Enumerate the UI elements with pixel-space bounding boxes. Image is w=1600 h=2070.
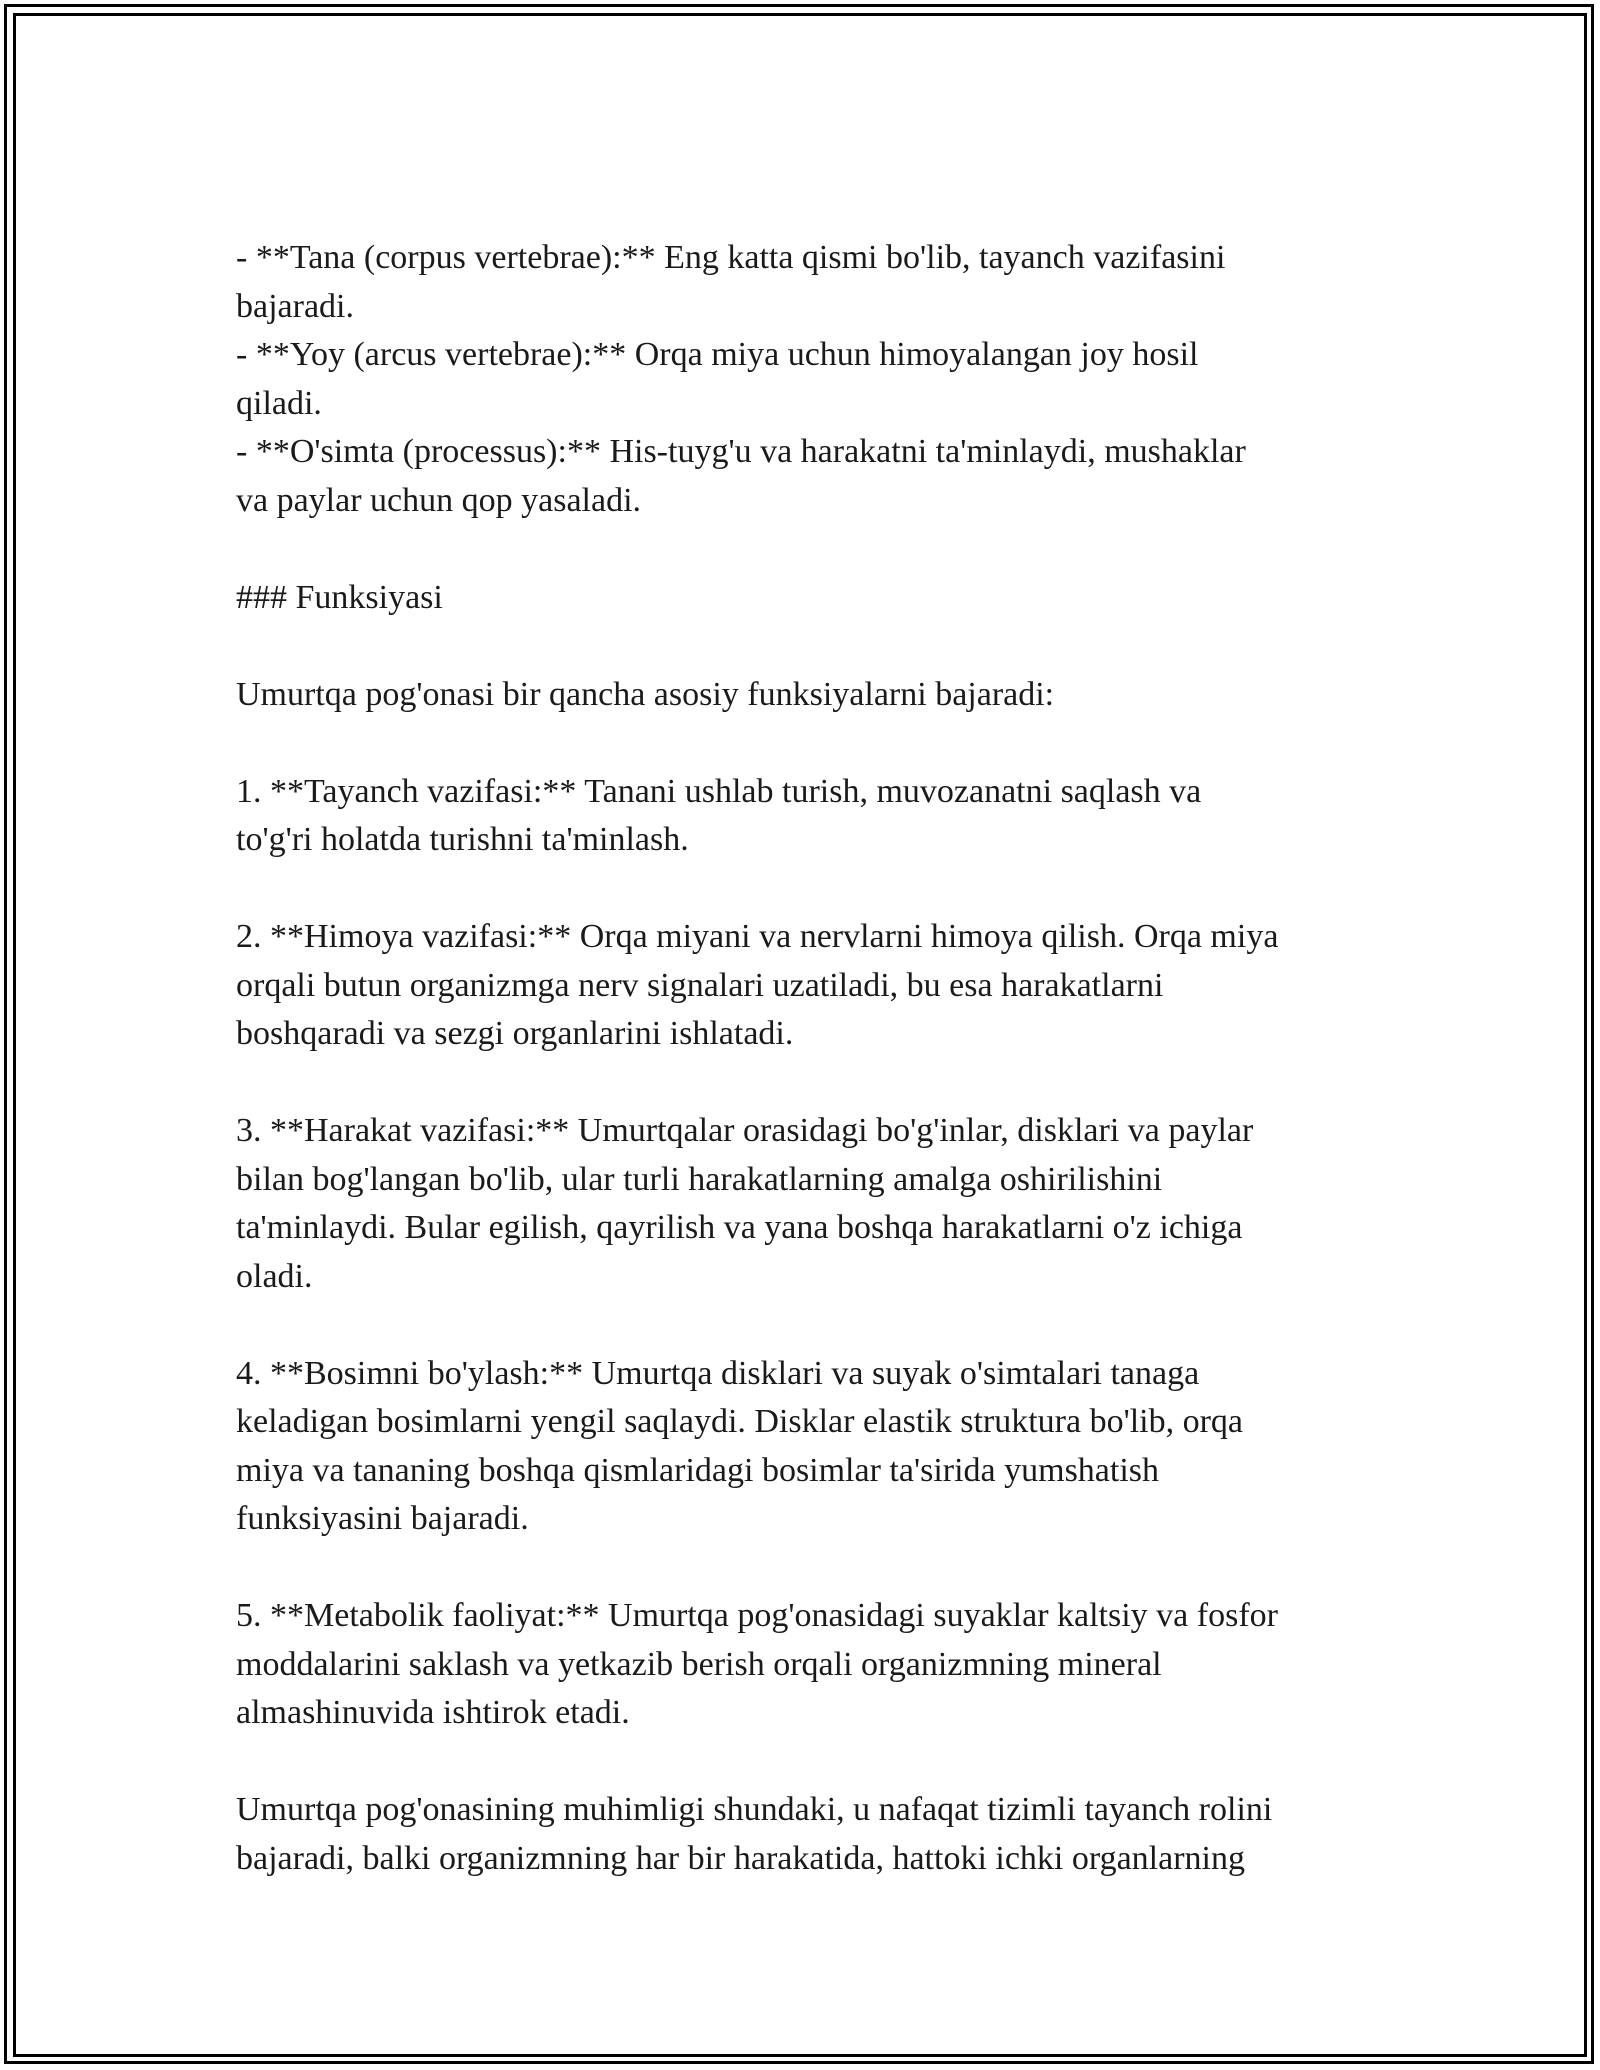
text-line: oladi. [236, 1257, 313, 1295]
paragraph-gap [236, 1544, 1376, 1593]
text-line: 2. **Himoya vazifasi:** Orqa miyani va nervlarni himoya qilish. Orqa miya [236, 918, 1279, 955]
text-line: to'g'ri holatda turishni ta'minlash. [236, 821, 689, 858]
text-line: 1. **Tayanch vazifasi:** Tanani ushlab turish, muvozanatni saqlash va [236, 772, 1202, 810]
paragraph-gap [236, 622, 1376, 671]
text-line: boshqaradi va sezgi organlarini ishlatadi. [236, 1015, 794, 1052]
text-line: almashinuvida ishtirok etadi. [236, 1694, 630, 1731]
section-heading: ### Funksiyasi [236, 578, 443, 616]
paragraph-gap [236, 1301, 1376, 1350]
text-line: bajaradi, balki organizmning har bir harakatida, hattoki ichki organlarning [236, 1839, 1245, 1877]
text-line: - **O'simta (processus):** His-tuyg'u va harakatni ta'minlaydi, mushaklar [236, 433, 1246, 470]
text-line: moddalarini saklash va yetkazib berish orqali organizmning mineral [236, 1645, 1162, 1683]
text-line: miya va tananing boshqa qismlaridagi bosimlar ta'sirida yumshatish [236, 1451, 1160, 1489]
paragraph-gap [236, 1059, 1376, 1108]
text-line: - **Yoy (arcus vertebrae):** Orqa miya uchun himoyalangan joy hosil [236, 336, 1199, 373]
document-body [236, 234, 1376, 1883]
text-line: 4. **Bosimni bo'ylash:** Umurtqa disklari va suyak o'simtalari tanaga [236, 1354, 1200, 1392]
text-line: va paylar uchun qop yasaladi. [236, 481, 642, 519]
text-line: bilan bog'langan bo'lib, ular turli harakatlarning amalga oshirilishini [236, 1160, 1163, 1198]
paragraph-gap [236, 865, 1376, 914]
text-line: qiladi. [236, 384, 322, 422]
paragraph-gap [236, 525, 1376, 574]
paragraph-gap [236, 1738, 1376, 1787]
text-line: funksiyasini bajaradi. [236, 1500, 529, 1537]
paragraph-gap [236, 719, 1376, 768]
text-line: 5. **Metabolik faoliyat:** Umurtqa pog'onasidagi suyaklar kaltsiy va fosfor [236, 1597, 1278, 1634]
text-line: - **Tana (corpus vertebrae):** Eng katta qismi bo'lib, tayanch vazifasini [236, 239, 1226, 276]
text-line: Umurtqa pog'onasi bir qancha asosiy funksiyalarni bajaradi: [236, 675, 1055, 713]
text-line: orqali butun organizmga nerv signalari uzatiladi, bu esa harakatlarni [236, 966, 1164, 1004]
text-line: 3. **Harakat vazifasi:** Umurtqalar orasidagi bo'g'inlar, disklari va paylar [236, 1112, 1254, 1149]
text-line: bajaradi. [236, 287, 354, 325]
text-line: keladigan bosimlarni yengil saqlaydi. Disklar elastik struktura bo'lib, orqa [236, 1403, 1244, 1440]
text-line: ta'minlaydi. Bular egilish, qayrilish va yana boshqa harakatlarni o'z ichiga [236, 1209, 1243, 1246]
text-line: Umurtqa pog'onasining muhimligi shundaki, u nafaqat tizimli tayanch rolini [236, 1791, 1273, 1828]
